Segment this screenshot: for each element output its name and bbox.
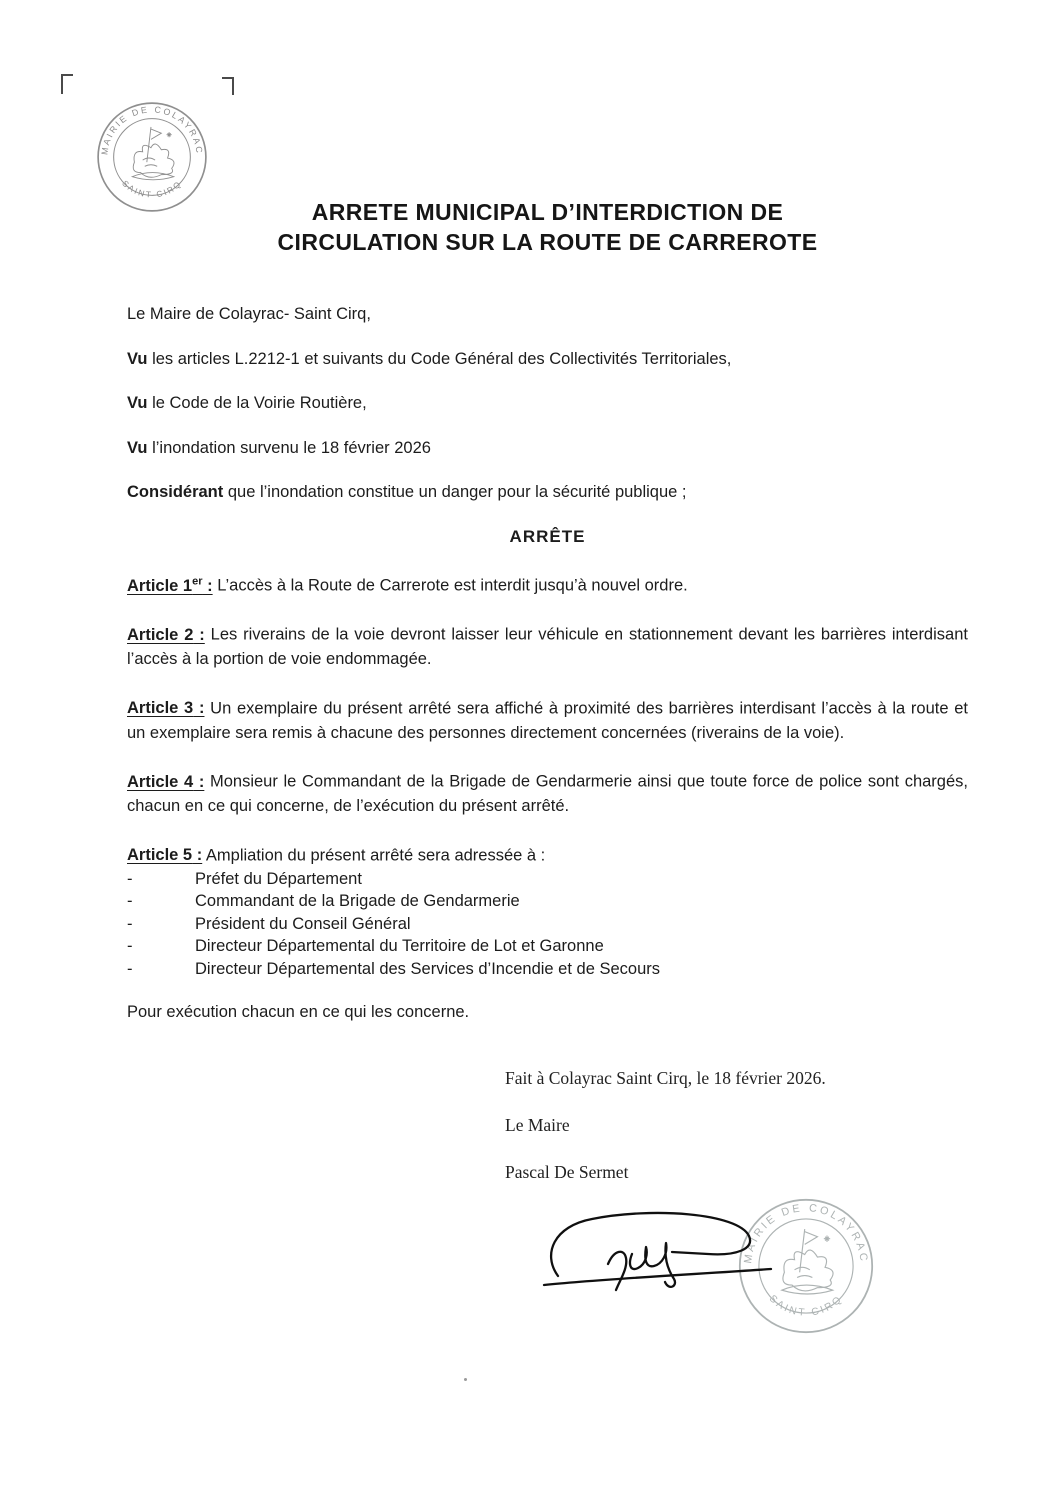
document-title-line1: ARRETE MUNICIPAL D’INTERDICTION DE xyxy=(311,199,784,225)
vu-prefix: Vu xyxy=(127,394,148,412)
article-2-label: Article 2 : xyxy=(127,625,205,644)
list-item xyxy=(127,868,968,891)
signature-name: Pascal De Sermet xyxy=(505,1162,629,1182)
vu-prefix: Vu xyxy=(127,438,148,457)
dash-bullet: - xyxy=(127,937,133,955)
article-3-text: Un exemplaire du présent arrêté sera affiché à proximité des barrières interdisant l’accès à la route et un exemplaire sera remis à chacune des personnes directement concernées (riverains de la voie). xyxy=(127,699,968,742)
list-item xyxy=(127,958,968,981)
article-3 xyxy=(127,692,968,746)
vu-text: les articles L.2212-1 et suivants du Code Général des Collectivités Territoriales, xyxy=(147,349,732,368)
list-item xyxy=(127,890,968,913)
dash-bullet: - xyxy=(127,892,133,910)
list-item-text: Préfet du Département xyxy=(195,869,362,888)
svg-text:MAIRIE DE COLAYRAC: MAIRIE DE COLAYRAC xyxy=(99,104,205,156)
list-item xyxy=(127,935,968,958)
considerant-clause xyxy=(127,480,968,505)
destinataires-list xyxy=(127,868,968,981)
dash-bullet: - xyxy=(127,959,133,978)
vu-clause-1 xyxy=(127,347,968,372)
article-4-label: Article 4 : xyxy=(127,772,205,791)
considerant-text: que l’inondation constitue un danger pour la sécurité publique ; xyxy=(223,483,687,501)
document-title-line2: CIRCULATION SUR LA ROUTE DE CARREROTE xyxy=(277,229,818,255)
svg-text:SAINT-CIRQ: SAINT-CIRQ xyxy=(766,1293,846,1319)
signature-place-date: Fait à Colayrac Saint Cirq, le 18 février 2026. xyxy=(505,1068,826,1088)
considerant-prefix: Considérant xyxy=(127,483,224,501)
article-5-text: Ampliation du présent arrêté sera adressée à : xyxy=(202,846,546,864)
article-5-label: Article 5 : xyxy=(127,846,203,864)
article-4 xyxy=(127,765,968,819)
vu-clause-3 xyxy=(127,436,968,461)
vu-text: l’inondation survenu le 18 février 2026 xyxy=(147,438,431,457)
article-3-label: Article 3 : xyxy=(127,699,205,717)
signature-block xyxy=(505,1066,826,1207)
signature-icon xyxy=(540,1192,920,1347)
list-item-text: Commandant de la Brigade de Gendarmerie xyxy=(195,892,520,910)
arrete-heading: ARRÊTE xyxy=(509,526,586,546)
scan-speck xyxy=(464,1378,467,1381)
article-1-text: L’accès à la Route de Carrerote est interdit jusqu’à nouvel ordre. xyxy=(212,576,688,595)
dash-bullet: - xyxy=(127,869,133,888)
closing-paragraph: Pour exécution chacun en ce qui les concerne. xyxy=(127,1003,470,1021)
vu-text: le Code de la Voirie Routière, xyxy=(147,394,367,412)
svg-text:SAINT-CIRQ: SAINT-CIRQ xyxy=(120,178,184,200)
list-item-text: Directeur Départemental des Services d’Incendie et de Secours xyxy=(195,959,660,978)
svg-text:MAIRIE DE COLAYRAC: MAIRIE DE COLAYRAC xyxy=(742,1202,870,1265)
article-1-label: Article 1er : xyxy=(127,575,213,595)
document-title xyxy=(127,197,968,257)
list-item xyxy=(127,913,968,936)
dash-bullet: - xyxy=(127,914,133,933)
vu-clause-2 xyxy=(127,391,968,416)
article-2 xyxy=(127,618,968,672)
document-body xyxy=(127,302,968,1045)
intro-paragraph: Le Maire de Colayrac- Saint Cirq, xyxy=(127,305,371,323)
article-5 xyxy=(127,839,968,868)
list-item-text: Président du Conseil Général xyxy=(195,914,411,933)
article-4-text: Monsieur le Commandant de la Brigade de Gendarmerie ainsi que toute force de police sont chargés, chacun en ce qui concerne, de l’exécution du présent arrêté. xyxy=(127,772,968,815)
signature-role: Le Maire xyxy=(505,1115,570,1135)
list-item-text: Directeur Départemental du Territoire de Lot et Garonne xyxy=(195,937,604,955)
article-1 xyxy=(127,569,968,598)
article-2-text: Les riverains de la voie devront laisser leur véhicule en stationnement devant les barrières interdisant l’accès à la portion de voie endommagée. xyxy=(127,625,968,668)
vu-prefix: Vu xyxy=(127,349,148,368)
